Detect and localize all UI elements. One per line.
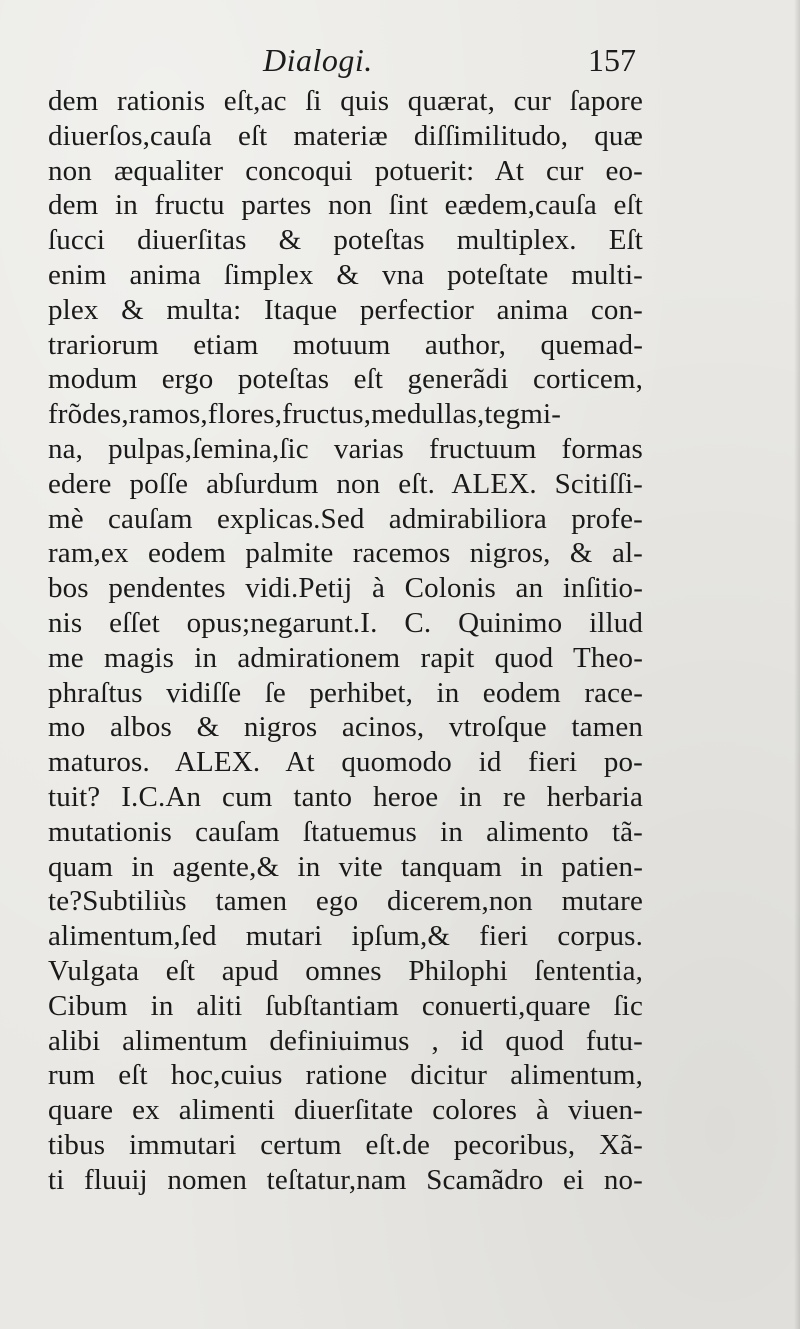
text-line: dem rationis eſt,ac ſi quis quærat, cur ſapore (48, 85, 643, 117)
text-line: tuit? I.C.An cum tanto heroe in re herbaria (48, 780, 643, 813)
text-line: quam in agente,& in vite tanquam in patien- (48, 850, 643, 883)
text-line: alibi alimentum definiuimus , id quod futu- (48, 1024, 643, 1057)
text-line: Vulgata eſt apud omnes Philophi ſententia, (48, 954, 643, 987)
page-number: 157 (588, 42, 636, 78)
text-line: bos pendentes vidi.Petij à Colonis an inſitio- (48, 572, 643, 605)
text-line: quare ex alimenti diuerſitate colores à viuen- (48, 1094, 643, 1127)
text-line: trariorum etiam motuum author, quemad- (48, 328, 643, 361)
text-line: te?Subtiliùs tamen ego dicerem,non mutare (48, 885, 643, 918)
text-line: modum ergo poteſtas eſt generãdi corticem, (48, 363, 643, 396)
text-line: plex & multa: Itaque perfectior anima con- (48, 293, 643, 326)
text-line: Cibum in aliti ſubſtantiam conuerti,quare ſic (48, 989, 643, 1022)
text-line: enim anima ſimplex & vna poteſtate multi- (48, 258, 643, 291)
text-line: rum eſt hoc,cuius ratione dicitur alimentum, (48, 1059, 643, 1092)
text-line: mè cauſam explicas.Sed admirabiliora profe- (48, 502, 643, 535)
text-line: me magis in admirationem rapit quod Theo- (48, 641, 643, 674)
body-text (48, 84, 643, 1198)
page-header (48, 40, 636, 84)
text-line: diuerſos,cauſa eſt materiæ diſſimilitudo, quæ (48, 119, 643, 152)
text-line: na, pulpas,ſemina,ſic varias fructuum formas (48, 432, 643, 465)
text-line: maturos. ALEX. At quomodo id fieri po- (48, 746, 643, 779)
text-line: ti fluuij nomen teſtatur,nam Scamãdro ei no- (48, 1163, 643, 1196)
text-line: alimentum,ſed mutari ipſum,& fieri corpus. (48, 920, 643, 953)
text-line: non æqualiter concoqui potuerit: At cur eo- (48, 154, 643, 187)
text-line: mo albos & nigros acinos, vtroſque tamen (48, 711, 643, 744)
page-edge-shadow (794, 0, 800, 1329)
text-line: phraſtus vidiſſe ſe perhibet, in eodem race- (48, 676, 643, 709)
text-line: edere poſſe abſurdum non eſt. ALEX. Scitiſſi- (48, 467, 643, 500)
text-line: mutationis cauſam ſtatuemus in alimento tã- (48, 815, 643, 848)
text-line: tibus immutari certum eſt.de pecoribus, Xã- (48, 1128, 643, 1161)
running-head: Dialogi. (263, 42, 373, 78)
text-line: nis eſſet opus;negarunt.I. C. Quinimo illud (48, 606, 643, 639)
text-line: frõdes,ramos,flores,fructus,medullas,tegmi- (48, 398, 562, 431)
text-line: ſucci diuerſitas & poteſtas multiplex. Eſt (48, 224, 643, 257)
text-line: ram,ex eodem palmite racemos nigros, & al- (48, 537, 643, 570)
text-line: dem in fructu partes non ſint eædem,cauſa eſt (48, 189, 643, 222)
